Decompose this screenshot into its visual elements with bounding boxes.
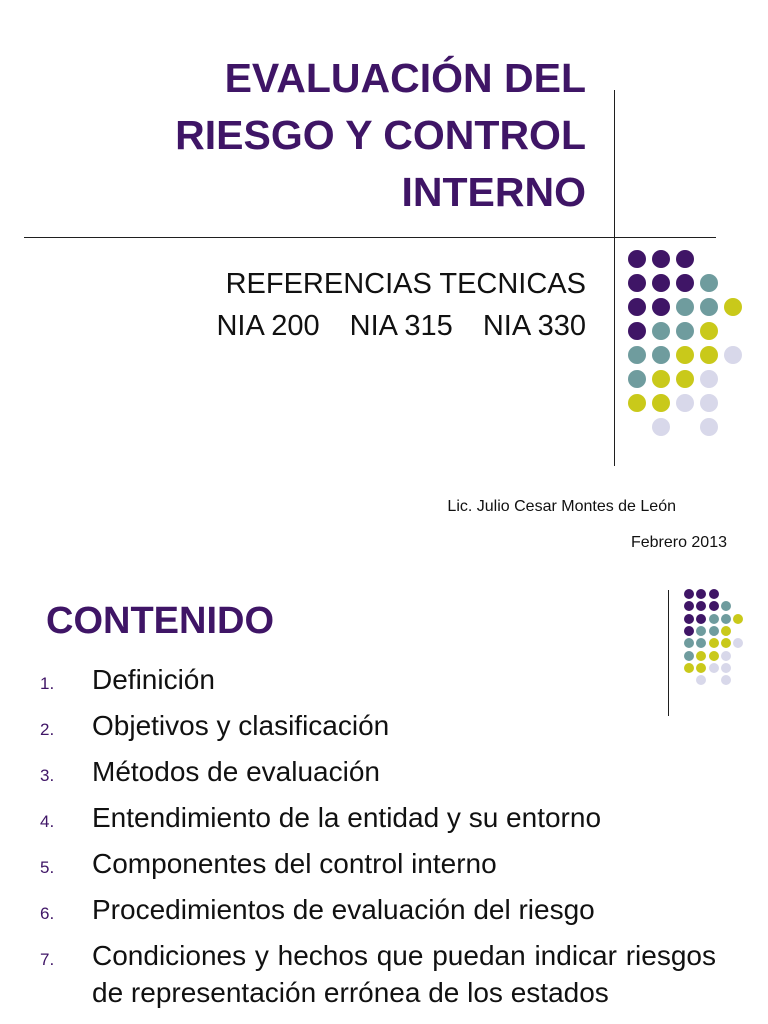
decorative-dot xyxy=(700,394,718,412)
decorative-dot xyxy=(652,322,670,340)
decorative-dot xyxy=(684,638,694,648)
decorative-dot xyxy=(676,394,694,412)
decorative-dot xyxy=(676,250,694,268)
decorative-dot xyxy=(696,589,706,599)
horizontal-divider xyxy=(24,237,716,238)
decorative-dot xyxy=(700,322,718,340)
decorative-dot xyxy=(628,250,646,268)
decorative-dot xyxy=(696,638,706,648)
decorative-dot xyxy=(700,370,718,388)
decorative-dot xyxy=(709,601,719,611)
decorative-dot xyxy=(709,589,719,599)
decorative-dot xyxy=(652,274,670,292)
nia-item: NIA 315 xyxy=(349,310,453,342)
decorative-dot xyxy=(652,298,670,316)
decorative-dot xyxy=(684,651,694,661)
decorative-dot xyxy=(709,651,719,661)
list-item: 3. Métodos de evaluación xyxy=(40,756,380,787)
decorative-dot xyxy=(709,626,719,636)
decorative-dot xyxy=(721,601,731,611)
decorative-dot xyxy=(684,589,694,599)
decorative-dot xyxy=(721,663,731,673)
list-item: 2. Objetivos y clasificación xyxy=(40,710,390,741)
nia-item: NIA 330 xyxy=(482,310,586,342)
nia-list xyxy=(216,305,586,347)
list-item: 6. Procedimientos de evaluación del riesgo xyxy=(40,894,595,925)
decorative-dot xyxy=(684,601,694,611)
nia-item: NIA 200 xyxy=(216,310,320,342)
decorative-dot xyxy=(709,614,719,624)
decorative-dot xyxy=(724,346,742,364)
decorative-dot xyxy=(628,322,646,340)
decorative-dot xyxy=(700,274,718,292)
decorative-dot xyxy=(684,626,694,636)
decorative-dot xyxy=(652,418,670,436)
decorative-dot xyxy=(652,394,670,412)
decorative-dot xyxy=(676,370,694,388)
decorative-dot xyxy=(676,346,694,364)
decorative-dot xyxy=(700,298,718,316)
decorative-dot xyxy=(676,298,694,316)
decorative-dot xyxy=(724,298,742,316)
decorative-dot xyxy=(696,614,706,624)
decorative-dot xyxy=(676,274,694,292)
decorative-dot xyxy=(696,626,706,636)
contents-title: CONTENIDO xyxy=(46,600,274,642)
author-name: Lic. Julio Cesar Montes de León xyxy=(447,498,676,515)
decorative-dot xyxy=(696,651,706,661)
subtitle-references: REFERENCIAS TECNICAS xyxy=(225,268,586,300)
decorative-dot xyxy=(709,638,719,648)
decorative-dot xyxy=(696,601,706,611)
decorative-dot xyxy=(700,418,718,436)
decorative-dot xyxy=(628,370,646,388)
contents-list xyxy=(40,661,716,1020)
list-item: 7. Condiciones y hechos que puedan indicar riesgos de representación errónea de los estados xyxy=(40,940,716,1008)
vertical-divider xyxy=(614,90,615,466)
decorative-dot xyxy=(628,298,646,316)
list-item: 1. Definición xyxy=(40,664,215,695)
decorative-dot xyxy=(733,638,743,648)
decorative-dot xyxy=(652,250,670,268)
decorative-dot xyxy=(721,626,731,636)
subtitle xyxy=(216,263,586,347)
decorative-dot xyxy=(652,346,670,364)
presentation-date: Febrero 2013 xyxy=(630,534,727,551)
list-item: 4. Entendimiento de la entidad y su entorno xyxy=(40,802,602,833)
decorative-dot xyxy=(676,322,694,340)
decorative-dot xyxy=(628,394,646,412)
decorative-dot xyxy=(721,651,731,661)
decorative-dot xyxy=(684,614,694,624)
slide-title: EVALUACIÓN DEL RIESGO Y CONTROL INTERNO xyxy=(175,55,586,215)
decorative-dot xyxy=(628,274,646,292)
decorative-dot xyxy=(700,346,718,364)
list-item: 5. Componentes del control interno xyxy=(40,848,497,879)
decorative-dot xyxy=(721,675,731,685)
decorative-dot xyxy=(652,370,670,388)
decorative-dot xyxy=(628,346,646,364)
decorative-dot xyxy=(733,614,743,624)
decorative-dot xyxy=(721,614,731,624)
contents-slide xyxy=(0,576,768,1024)
decorative-dot xyxy=(721,638,731,648)
